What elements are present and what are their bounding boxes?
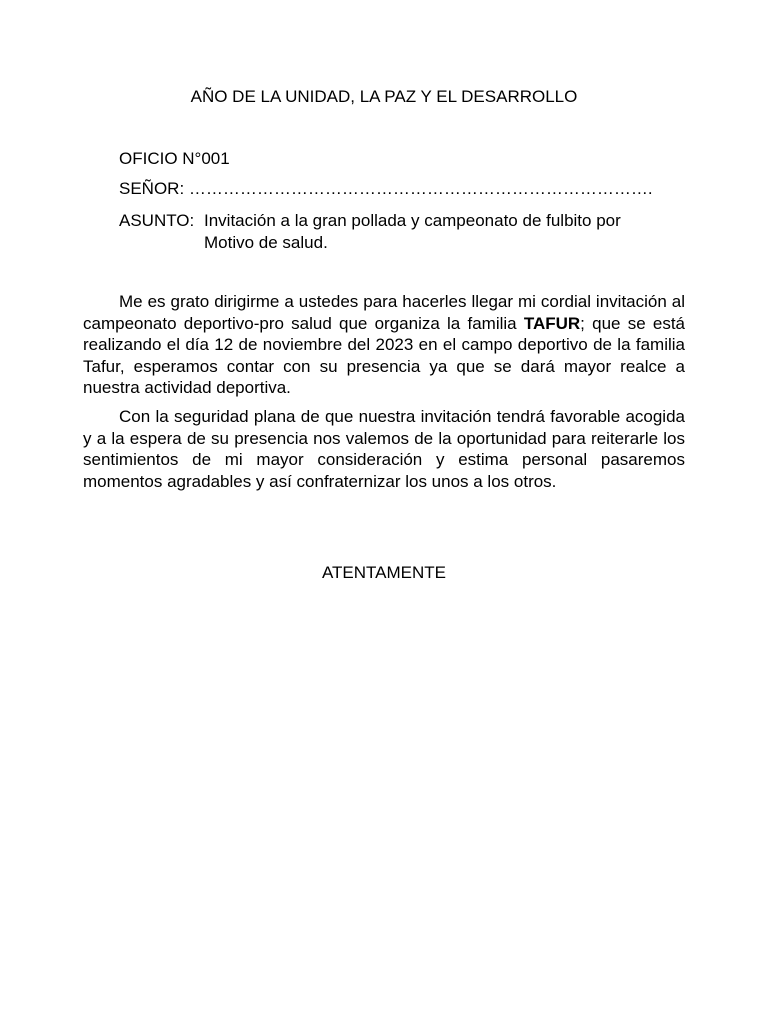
oficio-number: OFICIO N°001 xyxy=(119,149,230,168)
subject-block xyxy=(119,210,679,254)
document-heading: AÑO DE LA UNIDAD, LA PAZ Y EL DESARROLLO xyxy=(190,87,578,106)
subject-text: Invitación a la gran pollada y campeonato de fulbito por Motivo de salud. xyxy=(204,211,621,252)
body-paragraph-1 xyxy=(83,291,685,399)
paragraph-1-end: ; que se está realizando el día 12 de noviembre del 2023 en el campo deportivo de la familia Tafur, esperamos contar con su presencia ya que se dará mayor realce a nuestra actividad deportiva. xyxy=(83,313,685,397)
subject-label: ASUNTO: xyxy=(119,211,195,230)
paragraph-1-start: Me es grato dirigirme a ustedes para hacerles llegar mi cordial invitación al campeonato deportivo-pro salud que organiza la familia xyxy=(83,292,685,333)
body-paragraph-2 xyxy=(83,406,685,492)
paragraph-2-text: Con la seguridad plana de que nuestra invitación tendrá favorable acogida y a la espera de su presencia nos valemos de la oportunidad para reiterarle los sentimientos de mi mayor consideración y estima personal pasaremos momentos agradables y así confraternizar los unos a los otros. xyxy=(83,407,685,491)
closing-signoff: ATENTAMENTE xyxy=(321,563,447,582)
recipient-line: SEÑOR: ………………………………………………………………………. xyxy=(119,179,653,198)
family-name-bold: TAFUR xyxy=(523,313,581,333)
